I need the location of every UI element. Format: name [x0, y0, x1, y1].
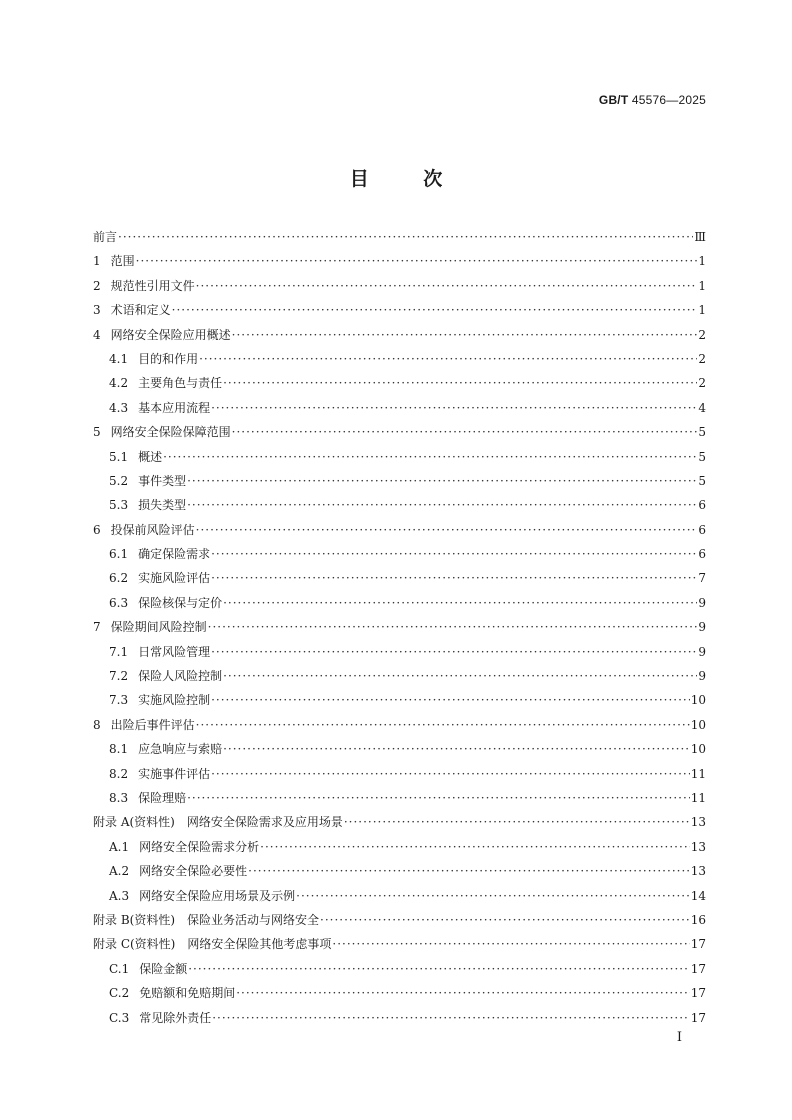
toc-entry-title: 保险人风险控制 [138, 669, 223, 684]
toc-entry[interactable] [93, 251, 706, 275]
toc-entry-number: A.3 [109, 888, 130, 903]
toc-entry-page: 2 [698, 351, 706, 366]
toc-entry[interactable] [93, 349, 706, 373]
toc-dot-leader [211, 568, 697, 588]
toc-dot-leader [232, 422, 698, 442]
toc-entry[interactable] [93, 471, 706, 495]
toc-entry-number: C.2 [109, 986, 130, 1001]
toc-entry-number: 8 [93, 717, 101, 732]
toc-entry-page: 6 [698, 547, 706, 562]
toc-entry[interactable] [93, 910, 706, 934]
standard-prefix: GB/T [598, 93, 629, 107]
toc-entry[interactable] [93, 325, 706, 349]
toc-entry-number: 5.3 [109, 498, 129, 513]
toc-title: 目 次 [349, 168, 467, 190]
toc-dot-leader [187, 788, 690, 808]
toc-entry[interactable] [93, 593, 706, 617]
toc-dot-leader [223, 739, 690, 759]
toc-entry-number: 7 [93, 620, 101, 635]
toc-entry-page: 9 [698, 620, 706, 635]
toc-entry[interactable] [93, 227, 706, 251]
toc-entry-number: 6 [93, 522, 101, 537]
toc-entry-title: 保险核保与定价 [138, 595, 223, 610]
toc-entry[interactable] [93, 812, 706, 836]
toc-entry-title: 范围 [110, 254, 135, 269]
toc-dot-leader [223, 593, 697, 613]
toc-dot-leader [320, 910, 690, 930]
toc-dot-leader [196, 520, 698, 540]
toc-dot-leader [211, 690, 690, 710]
toc-entry-title: 目的和作用 [138, 351, 199, 366]
toc-dot-leader [187, 495, 697, 515]
toc-dot-leader [332, 934, 689, 954]
toc-entry-page: 1 [698, 254, 706, 269]
toc-entry-title: 规范性引用文件 [110, 278, 195, 293]
toc-entry-title: 保险理赔 [138, 790, 187, 805]
toc-entry[interactable] [93, 715, 706, 739]
toc-entry-title: 附录 C(资料性) 网络安全保险其他考虑事项 [93, 937, 332, 952]
toc-entry-page: 2 [698, 327, 706, 342]
toc-dot-leader [118, 227, 693, 247]
toc-entry-number: A.1 [109, 839, 130, 854]
toc-entry-number: 5.2 [109, 473, 129, 488]
toc-entry-number: 6.3 [109, 595, 129, 610]
table-of-contents [93, 227, 706, 1032]
toc-entry-page: 10 [690, 717, 706, 732]
toc-entry-title: 网络安全保险应用场景及示例 [139, 888, 296, 903]
toc-dot-leader [196, 276, 698, 296]
toc-entry[interactable] [93, 1008, 706, 1032]
toc-entry-number: 4.3 [109, 400, 129, 415]
toc-entry-title: 免赔额和免赔期间 [139, 986, 236, 1001]
toc-entry-title: 投保前风险评估 [110, 522, 195, 537]
toc-dot-leader [296, 886, 690, 906]
toc-entry[interactable] [93, 447, 706, 471]
toc-entry-page: 17 [690, 937, 706, 952]
toc-entry-title: 实施事件评估 [138, 766, 211, 781]
toc-entry-number: 4 [93, 327, 101, 342]
toc-dot-leader [187, 471, 697, 491]
toc-entry-number: 4.1 [109, 351, 129, 366]
standard-code [599, 93, 706, 107]
toc-entry-page: 13 [690, 864, 706, 879]
toc-entry-title: 主要角色与责任 [138, 376, 223, 391]
toc-dot-leader [211, 642, 697, 662]
footer-page-number: I [676, 1030, 682, 1045]
toc-entry-number: C.3 [109, 1010, 130, 1025]
toc-entry-title: 日常风险管理 [138, 644, 211, 659]
toc-dot-leader [223, 666, 697, 686]
toc-entry-number: 2 [93, 278, 101, 293]
toc-dot-leader [223, 373, 697, 393]
toc-entry-title: 网络安全保险应用概述 [110, 327, 231, 342]
toc-dot-leader [212, 1008, 690, 1028]
toc-dot-leader [208, 617, 698, 637]
toc-entry-page: 5 [698, 473, 706, 488]
toc-entry-page: 9 [698, 669, 706, 684]
toc-entry-title: 网络安全保险需求分析 [139, 839, 260, 854]
standard-number: 45576—2025 [631, 93, 706, 107]
toc-dot-leader [211, 544, 697, 564]
toc-entry-page: 13 [690, 815, 706, 830]
toc-entry[interactable] [93, 690, 706, 714]
toc-entry[interactable] [93, 764, 706, 788]
toc-dot-leader [172, 300, 698, 320]
toc-entry-page: 11 [690, 766, 706, 781]
toc-dot-leader [163, 447, 697, 467]
toc-entry-number: 6.1 [109, 547, 129, 562]
toc-entry-title: 实施风险评估 [138, 571, 211, 586]
toc-entry-title: 网络安全保险必要性 [139, 864, 248, 879]
toc-entry-page: 6 [698, 522, 706, 537]
toc-entry[interactable] [93, 788, 706, 812]
toc-entry[interactable] [93, 837, 706, 861]
toc-entry-number: 8.3 [109, 790, 129, 805]
toc-entry[interactable] [93, 568, 706, 592]
toc-entry[interactable] [93, 544, 706, 568]
toc-entry-number: 8.1 [109, 742, 129, 757]
toc-dot-leader [199, 349, 697, 369]
toc-entry-number: 7.3 [109, 693, 129, 708]
toc-dot-leader [196, 715, 690, 735]
toc-entry-page: 10 [690, 742, 706, 757]
toc-entry-title: 附录 A(资料性) 网络安全保险需求及应用场景 [93, 815, 343, 830]
toc-dot-leader [236, 983, 690, 1003]
toc-entry-number: 7.1 [109, 644, 129, 659]
toc-entry-title: 前言 [93, 230, 118, 244]
toc-entry-page: 9 [698, 644, 706, 659]
toc-entry-title: 损失类型 [138, 498, 187, 513]
toc-entry-title: 术语和定义 [110, 303, 171, 318]
toc-entry-page: 11 [690, 790, 706, 805]
toc-dot-leader [188, 959, 690, 979]
toc-entry[interactable] [93, 422, 706, 446]
toc-entry[interactable] [93, 739, 706, 763]
toc-entry-number: 5 [93, 425, 101, 440]
toc-dot-leader [248, 861, 690, 881]
toc-entry[interactable] [93, 398, 706, 422]
toc-entry[interactable] [93, 642, 706, 666]
toc-entry-title: 实施风险控制 [138, 693, 211, 708]
toc-entry-page: 1 [698, 303, 706, 318]
toc-entry-title: 常见除外责任 [139, 1010, 212, 1025]
toc-entry-page: 2 [698, 376, 706, 391]
toc-entry-title: 出险后事件评估 [110, 717, 195, 732]
toc-entry-number: 4.2 [109, 376, 129, 391]
toc-dot-leader [232, 325, 698, 345]
toc-entry-title: 应急响应与索赔 [138, 742, 223, 757]
toc-entry[interactable] [93, 983, 706, 1007]
toc-dot-leader [136, 251, 698, 271]
toc-entry[interactable] [93, 300, 706, 324]
toc-dot-leader [211, 398, 697, 418]
toc-entry-title: 基本应用流程 [138, 400, 211, 415]
toc-entry[interactable] [93, 520, 706, 544]
toc-entry-page: 17 [690, 961, 706, 976]
toc-entry-page: 14 [690, 888, 706, 903]
toc-entry-number: 1 [93, 254, 101, 269]
toc-entry-page: 5 [698, 425, 706, 440]
toc-entry-number: 6.2 [109, 571, 129, 586]
toc-entry[interactable] [93, 495, 706, 519]
toc-entry-page: 10 [690, 693, 706, 708]
toc-entry[interactable] [93, 617, 706, 641]
toc-entry-page: 13 [690, 839, 706, 854]
toc-entry[interactable] [93, 886, 706, 910]
toc-entry-title: 概述 [138, 449, 163, 464]
toc-entry-title: 保险金额 [139, 961, 188, 976]
toc-entry-page: 5 [698, 449, 706, 464]
toc-entry-page: 17 [690, 986, 706, 1001]
toc-entry[interactable] [93, 373, 706, 397]
toc-entry-page: 6 [698, 498, 706, 513]
toc-entry[interactable] [93, 861, 706, 885]
toc-dot-leader [344, 812, 690, 832]
toc-entry[interactable] [93, 666, 706, 690]
toc-entry-title: 网络安全保险保障范围 [110, 425, 231, 440]
toc-entry-page: 16 [690, 912, 706, 927]
toc-entry-page: 17 [690, 1010, 706, 1025]
toc-entry-page: 9 [698, 595, 706, 610]
toc-entry-number: 8.2 [109, 766, 129, 781]
toc-entry-title: 附录 B(资料性) 保险业务活动与网络安全 [93, 912, 319, 927]
toc-entry-page: 7 [698, 571, 706, 586]
toc-dot-leader [211, 764, 690, 784]
toc-entry-page: Ⅲ [694, 230, 706, 244]
toc-entry-number: 7.2 [109, 669, 129, 684]
toc-entry[interactable] [93, 934, 706, 958]
toc-entry-number: 3 [93, 303, 101, 318]
toc-entry-number: A.2 [109, 864, 130, 879]
toc-entry-title: 保险期间风险控制 [110, 620, 207, 635]
toc-entry[interactable] [93, 959, 706, 983]
toc-entry-number: 5.1 [109, 449, 129, 464]
toc-entry-title: 确定保险需求 [138, 547, 211, 562]
toc-entry-number: C.1 [109, 961, 130, 976]
toc-entry-page: 4 [698, 400, 706, 415]
toc-dot-leader [260, 837, 690, 857]
toc-entry-title: 事件类型 [138, 473, 187, 488]
toc-entry-page: 1 [698, 278, 706, 293]
toc-entry[interactable] [93, 276, 706, 300]
